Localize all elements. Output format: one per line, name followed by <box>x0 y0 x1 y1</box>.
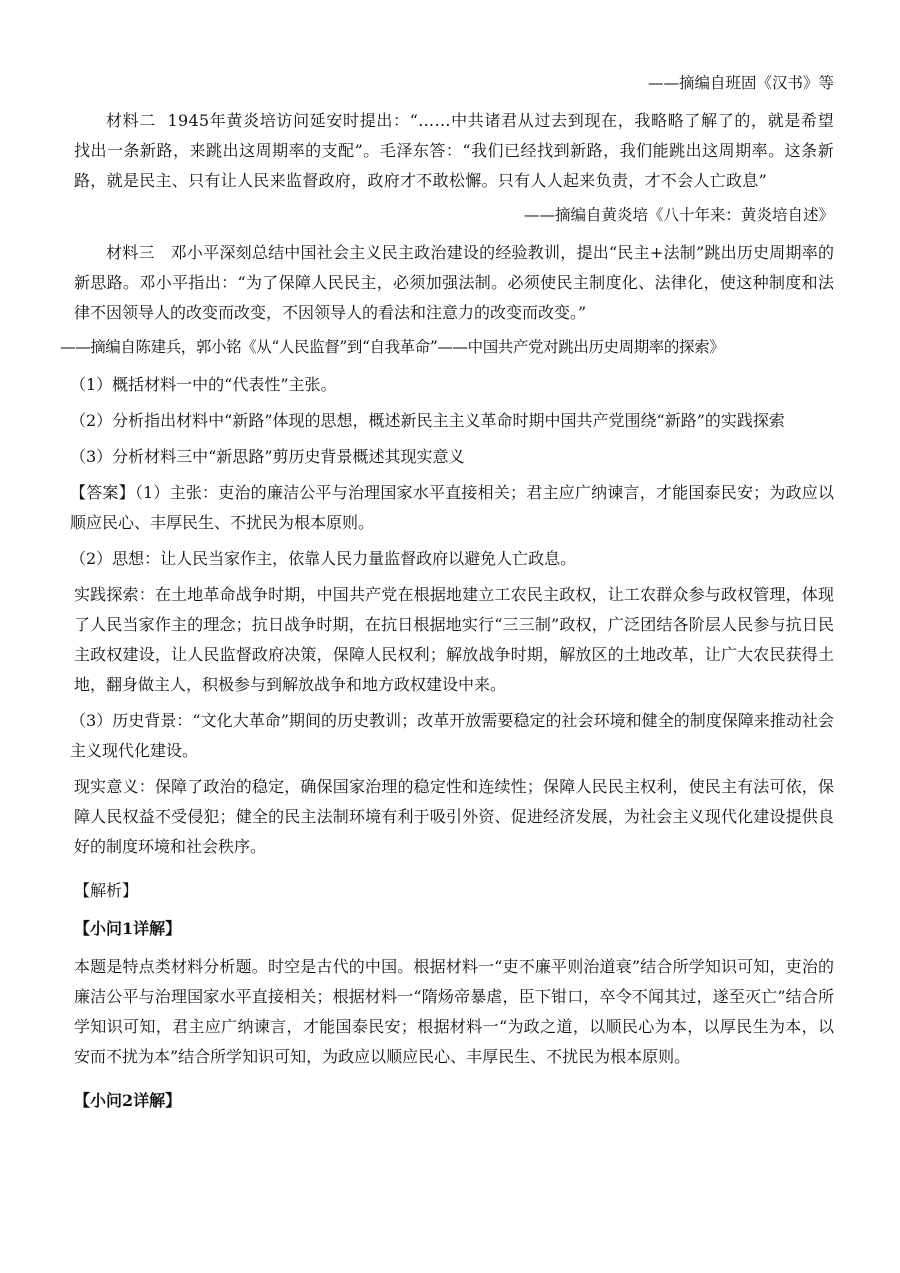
answer-3-meaning: 现实意义：保障了政治的稳定，确保国家治理的稳定性和连续性；保障人民民主权利，使民主有法可依，保障人民权益不受侵犯；健全的民主法制环境有利于吸引外资、促进经济发展，为社会主义现代化建设提供良好的制度环境和社会秩序。 <box>74 777 834 856</box>
material-3-paragraph <box>74 238 834 328</box>
material-3-text: 邓小平深刻总结中国社会主义民主政治建设的经验教训，提出“民主+法制”跳出历史周期率的新思路。邓小平指出：“为了保障人民民主，必须加强法制。必须使民主制度化、法律化，使这种制度和法律不因领导人的改变而改变，不因领导人的看法和注意力的改变而改变。” <box>74 243 834 322</box>
answer-1: 【答案】（1）主张：吏治的廉洁公平与治理国家水平直接相关；君主应广纳谏言，才能国泰民安；为政应以顺应民心、丰厚民生、不扰民为根本原则。 <box>70 483 834 532</box>
question-2: （2）分析指出材料中“新路”体现的思想，概述新民主主义革命时期中国共产党围绕“新路”的实践探索 <box>70 411 785 430</box>
material-2-label: 材料二 <box>106 111 156 130</box>
answer-2-practice: 实践探索：在土地革命战争时期，中国共产党在根据地建立工农民主政权，让工农群众参与政权管理，体现了人民当家作主的理念；抗日战争时期，在抗日根据地实行“三三制”政权，广泛团结各阶层人民参与抗日民主政权建设，让人民监督政府决策，保障人民权利；解放战争时期，解放区的土地改革，让广大农民获得土地，翻身做主人，积极参与到解放战争和地方政权建设中来。 <box>74 585 834 694</box>
material-3-label: 材料三 <box>106 243 155 262</box>
q2-detail-heading: 【小问2详解】 <box>74 1091 182 1110</box>
answer-3: （3）历史背景：“文化大革命”期间的历史教训；改革开放需要稳定的社会环境和健全的制度保障来推动社会主义现代化建设。 <box>70 711 834 760</box>
q1-detail-heading: 【小问1详解】 <box>74 919 182 938</box>
q1-detail-text: 本题是特点类材料分析题。时空是古代的中国。根据材料一“吏不廉平则治道衰”结合所学知识可知，吏治的廉洁公平与治理国家水平直接相关；根据材料一“隋炀帝暴虐，臣下钳口，卒令不闻其过，遂至灭亡”结合所学知识可知，君主应广纳谏言，才能国泰民安；根据材料一“为政之道，以顺民心为本，以厚民生为本，以安而不扰为本”结合所学知识可知，为政应以顺应民心、丰厚民生、不扰民为根本原则。 <box>74 957 834 1066</box>
material-2-text: 1945年黄炎培访问延安时提出：“……中共诸君从过去到现在，我略略了解了的，就是希望找出一条新路，来跳出这周期率的支配”。毛泽东答：“我们已经找到新路，我们能跳出这周期率。这条新路，就是民主、只有让人民来监督政府，政府才不敢松懈。只有人人起来负责，才不会人亡政息” <box>74 111 834 190</box>
material-2-paragraph <box>74 106 834 196</box>
source-citation-3: ——摘编自陈建兵，郭小铭《从“人民监督”到“自我革命”——中国共产党对跳出历史周期率的探索》 <box>60 338 725 356</box>
answer-2: （2）思想：让人民当家作主，依靠人民力量监督政府以避免人亡政息。 <box>70 549 577 568</box>
source-citation-2: ——摘编自黄炎培《八十年来：黄炎培自述》 <box>523 206 834 224</box>
question-1: （1）概括材料一中的“代表性”主张。 <box>70 375 337 394</box>
source-citation-1: ——摘编自班固《汉书》等 <box>647 74 834 92</box>
analysis-label: 【解析】 <box>74 881 139 900</box>
question-3: （3）分析材料三中“新思路”剪历史背景概述其现实意义 <box>70 447 465 466</box>
